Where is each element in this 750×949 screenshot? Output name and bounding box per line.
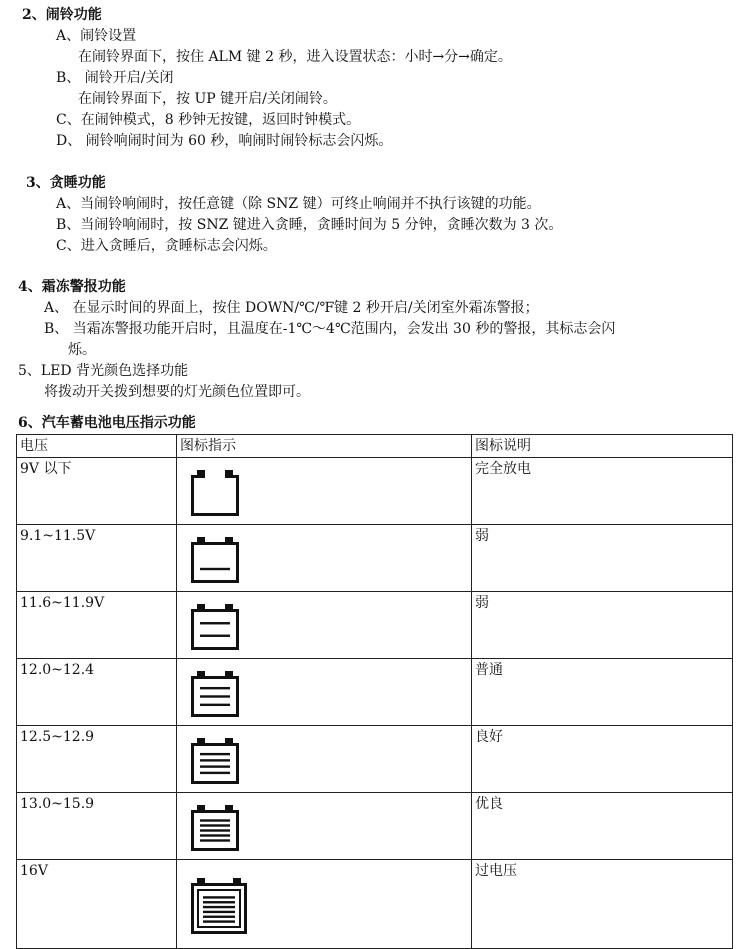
battery-terminal-left xyxy=(197,671,205,676)
battery-icon xyxy=(191,878,247,934)
battery-level-bar xyxy=(200,765,230,767)
section-5-detail: 将拨动开关拨到想要的灯光颜色位置即可。 xyxy=(44,384,310,400)
battery-level-bar xyxy=(203,906,235,908)
description-cell: 普通 xyxy=(472,659,733,726)
table-header-row xyxy=(17,435,733,458)
battery-terminal-right xyxy=(225,738,233,743)
battery-terminal-right xyxy=(225,671,233,676)
section-2-item-a-detail: 在闹铃界面下，按住 ALM 键 2 秒，进入设置状态：小时→分→确定。 xyxy=(78,49,512,65)
description-cell: 过电压 xyxy=(472,860,733,949)
section-4-item-b-cont: 烁。 xyxy=(68,342,96,358)
battery-level-bar xyxy=(200,819,230,821)
battery-icon xyxy=(191,604,239,650)
battery-voltage-table xyxy=(16,434,733,949)
battery-terminal-right xyxy=(225,537,233,542)
icon-cell xyxy=(177,659,472,726)
section-6-heading: 6、汽车蓄电池电压指示功能 xyxy=(18,415,196,431)
header-icon: 图标指示 xyxy=(177,435,472,458)
section-5-heading: 5、LED 背光颜色选择功能 xyxy=(18,363,189,379)
battery-level-bar xyxy=(200,695,230,697)
battery-top-gap xyxy=(205,474,225,479)
battery-terminal-right xyxy=(225,805,233,810)
battery-icon xyxy=(191,470,239,516)
battery-terminal-left xyxy=(197,805,205,810)
battery-terminal-right xyxy=(225,604,233,609)
battery-icon xyxy=(191,738,239,784)
description-cell: 优良 xyxy=(472,793,733,860)
battery-level-bar xyxy=(200,839,230,841)
battery-icon xyxy=(191,805,239,851)
table-row xyxy=(17,793,733,860)
section-2-item-c: C、在闹钟模式，8 秒钟无按键，返回时钟模式。 xyxy=(56,112,361,128)
battery-body xyxy=(193,885,246,933)
battery-level-bar xyxy=(200,834,230,836)
battery-terminal-right xyxy=(233,878,241,883)
battery-level-bar xyxy=(200,759,230,761)
table-row xyxy=(17,659,733,726)
battery-level-bar xyxy=(200,704,230,706)
description-cell: 完全放电 xyxy=(472,458,733,525)
battery-level-bar xyxy=(200,829,230,831)
section-4-item-b: B、 当霜冻警报功能开启时，且温度在-1℃～4℃范围内，会发出 30 秒的警报，其标志会闪 xyxy=(44,321,616,337)
voltage-cell: 12.5~12.9 xyxy=(17,726,177,793)
section-2-item-b: B、 闹铃开启/关闭 xyxy=(56,70,174,86)
section-2-item-d: D、 闹铃响闹时间为 60 秒，响闹时闹铃标志会闪烁。 xyxy=(56,133,393,149)
section-3-item-a: A、当闹铃响闹时，按任意键（除 SNZ 键）可终止响闹并不执行该键的功能。 xyxy=(56,196,541,212)
header-voltage: 电压 xyxy=(17,435,177,458)
battery-body xyxy=(193,544,238,582)
icon-cell xyxy=(177,793,472,860)
battery-level-bar xyxy=(203,916,235,918)
voltage-cell: 13.0~15.9 xyxy=(17,793,177,860)
icon-cell xyxy=(177,860,472,949)
table-row xyxy=(17,525,733,592)
table-row xyxy=(17,458,733,525)
battery-body xyxy=(193,477,238,515)
icon-cell xyxy=(177,525,472,592)
battery-level-bar xyxy=(200,824,230,826)
section-4-item-a: A、 在显示时间的界面上，按住 DOWN/℃/℉键 2 秒开启/关闭室外霜冻警报； xyxy=(44,300,539,316)
voltage-cell: 9.1~11.5V xyxy=(17,525,177,592)
description-cell: 弱 xyxy=(472,592,733,659)
section-2-item-a: A、闹铃设置 xyxy=(56,28,137,44)
battery-terminal-left xyxy=(197,604,205,609)
voltage-cell: 9V 以下 xyxy=(17,458,177,525)
table-row xyxy=(17,592,733,659)
battery-level-bar xyxy=(203,911,235,913)
icon-cell xyxy=(177,726,472,793)
battery-terminal-right xyxy=(225,470,233,475)
section-2-heading: 2、闹铃功能 xyxy=(22,7,102,23)
voltage-cell: 16V xyxy=(17,860,177,949)
battery-level-bar xyxy=(200,772,230,774)
voltage-cell: 11.6~11.9V xyxy=(17,592,177,659)
battery-level-bar xyxy=(200,753,230,755)
icon-cell xyxy=(177,458,472,525)
battery-level-bar xyxy=(200,622,230,624)
section-4-heading: 4、霜冻警报功能 xyxy=(18,279,126,295)
battery-icon xyxy=(191,671,239,717)
battery-terminal-left xyxy=(197,537,205,542)
battery-level-bar xyxy=(200,687,230,689)
battery-body xyxy=(193,611,238,649)
battery-terminal-left xyxy=(197,738,205,743)
battery-body xyxy=(193,745,238,783)
battery-level-bar xyxy=(200,635,230,637)
battery-icon xyxy=(191,537,239,583)
description-cell: 弱 xyxy=(472,525,733,592)
icon-cell xyxy=(177,592,472,659)
header-description: 图标说明 xyxy=(472,435,733,458)
battery-level-bar xyxy=(200,568,230,570)
battery-level-bar xyxy=(203,901,235,903)
voltage-cell: 12.0~12.4 xyxy=(17,659,177,726)
table-row xyxy=(17,860,733,949)
section-3-item-b: B、当闹铃响闹时，按 SNZ 键进入贪睡，贪睡时间为 5 分钟，贪睡次数为 3 次。 xyxy=(56,217,563,233)
description-cell: 良好 xyxy=(472,726,733,793)
battery-level-bar xyxy=(203,896,235,898)
table-row xyxy=(17,726,733,793)
section-2-item-b-detail: 在闹铃界面下，按 UP 键开启/关闭闹铃。 xyxy=(78,91,337,107)
section-3-item-c: C、进入贪睡后，贪睡标志会闪烁。 xyxy=(56,238,277,254)
battery-terminal-left xyxy=(197,878,205,883)
battery-terminal-left xyxy=(197,470,205,475)
section-3-heading: 3、贪睡功能 xyxy=(26,175,106,191)
